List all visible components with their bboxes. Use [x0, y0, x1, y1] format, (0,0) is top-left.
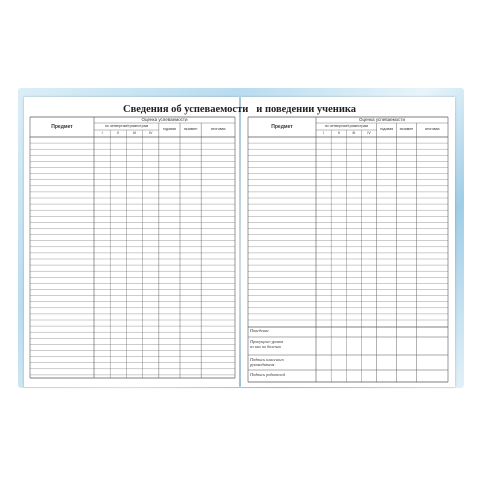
title-left: Сведения об успеваемости	[122, 104, 249, 115]
footer-row-label-line: из них по болезни	[250, 343, 281, 349]
footer-row-label	[250, 372, 315, 377]
header-quarter-3: III	[352, 131, 356, 135]
header-exam: экзамен	[183, 127, 198, 131]
header-annual: годовая	[380, 127, 394, 131]
header-quarter-1: I	[323, 131, 325, 135]
header-quarter-2: II	[117, 131, 120, 135]
header-grade-group: Оценка успеваемости	[141, 117, 188, 122]
header-final: итоговая	[210, 127, 226, 131]
header-final: итоговая	[424, 127, 440, 131]
footer-row-label	[250, 357, 315, 367]
header-annual: годовая	[162, 127, 176, 131]
footer-row-label-line: Поведение	[250, 327, 269, 333]
header-quarter-2: II	[337, 131, 340, 135]
footer-row-label-line: Подпись классного	[250, 356, 284, 362]
footer-row-label-line: Пропущено уроков	[250, 338, 284, 344]
header-quarters: по четвертям/триместрам	[324, 124, 368, 128]
title-right: и поведении ученика	[256, 104, 357, 115]
footer-row-label-line: руководителя	[250, 361, 275, 367]
header-quarter-4: IV	[149, 131, 153, 135]
footer-row-label	[250, 328, 315, 333]
header-subject: Предмет	[271, 124, 293, 130]
header-exam: экзамен	[399, 127, 414, 131]
header-subject: Предмет	[51, 124, 73, 130]
footer-row-label-line: Подпись родителей	[250, 371, 286, 377]
footer-row-label	[250, 339, 315, 349]
header-grade-group: Оценка успеваемости	[359, 117, 405, 122]
header-quarter-4: IV	[367, 131, 371, 135]
header-quarter-1: I	[101, 131, 103, 135]
header-quarters: по четвертям/триместрам	[104, 124, 149, 128]
header-quarter-3: III	[133, 131, 137, 135]
